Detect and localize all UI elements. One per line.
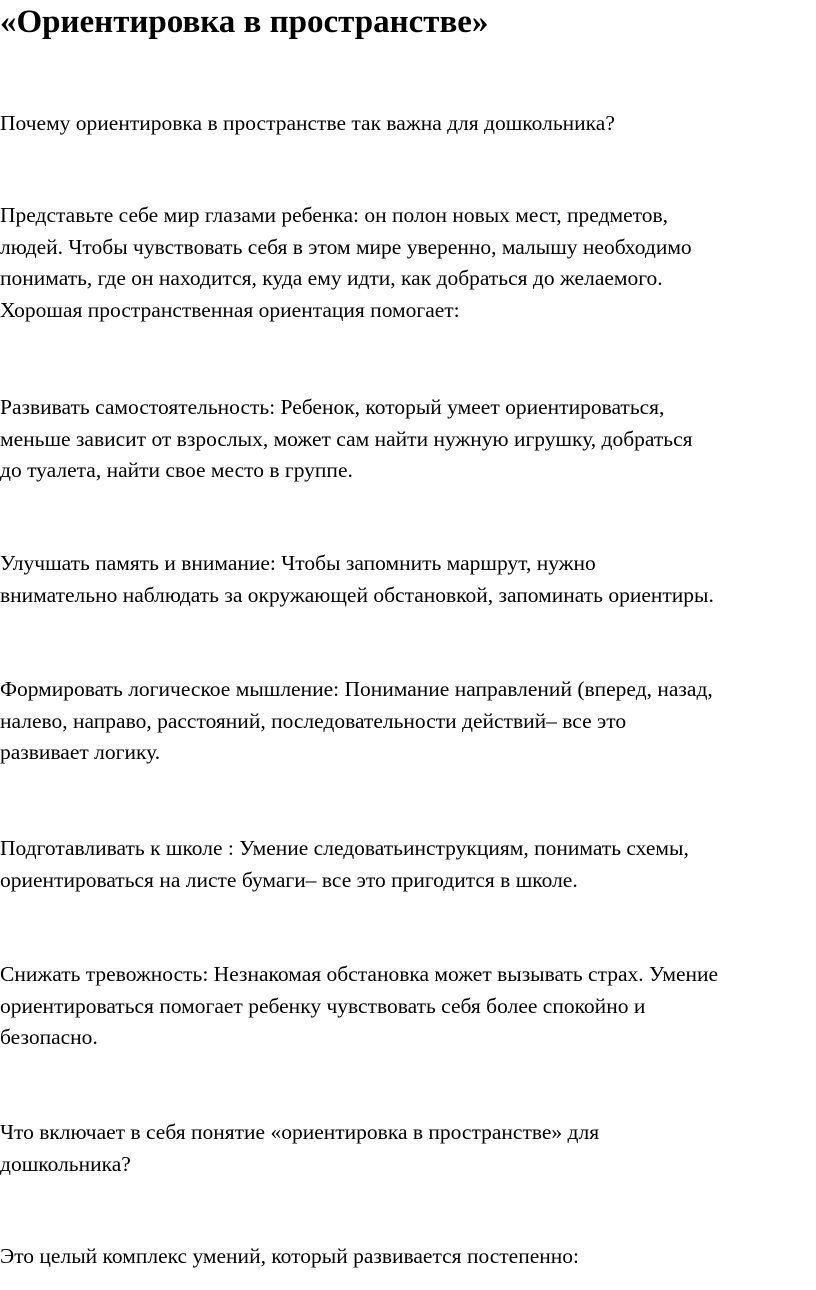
text-line: Снижать тревожность: Незнакомая обстановка может вызывать страх. Умение [0, 962, 719, 986]
text-line: Почему ориентировка в пространстве так важна для дошкольника? [0, 111, 615, 135]
paragraph-skills-intro [0, 1241, 579, 1273]
text-line: до туалета, найти свое место в группе. [0, 458, 353, 482]
paragraph-logic [0, 674, 713, 769]
paragraph-independence [0, 392, 693, 487]
text-line: людей. Чтобы чувствовать себя в этом мире уверенно, малышу необходимо [0, 234, 692, 259]
text-line: внимательно наблюдать за окружающей обстановкой, запоминать ориентиры. [0, 582, 714, 607]
text-line: меньше зависит от взрослых, может сам найти нужную игрушку, добраться [0, 426, 693, 451]
text-line: безопасно. [0, 1025, 98, 1049]
paragraph-school [0, 833, 689, 896]
paragraph-intro [0, 200, 692, 326]
text-line: развивает логику. [0, 740, 161, 764]
paragraph-question-why [0, 108, 615, 140]
paragraph-question-what [0, 1117, 599, 1180]
text-line: Хорошая пространственная ориентация помогает: [0, 297, 460, 322]
text-line: Улучшать память и внимание: Чтобы запомнить маршрут, нужно [0, 551, 596, 575]
text-line: Формировать логическое мышление: Понимание направлений (вперед, назад, [0, 677, 713, 701]
text-line: Что включает в себя понятие «ориентировка в пространстве» для [0, 1120, 600, 1144]
text-line: Развивать самостоятельность: Ребенок, который умеет ориентироваться, [0, 395, 665, 419]
text-line: ориентироваться на листе бумаги– все это пригодится в школе. [0, 867, 578, 892]
text-line: ориентироваться помогает ребенку чувствовать себя более спокойно и [0, 993, 646, 1018]
paragraph-memory-attention [0, 548, 714, 611]
text-line: Представьте себе мир глазами ребенка: он полон новых мест, предметов, [0, 203, 669, 227]
text-line: Это целый комплекс умений, который развивается постепенно: [0, 1244, 579, 1268]
text-line: Подготавливать к школе : Умение следоватьинструкциям, понимать схемы, [0, 836, 689, 860]
text-line: налево, направо, расстояний, последовательности действий– все это [0, 708, 627, 733]
text-line: понимать, где он находится, куда ему идти, как добраться до желаемого. [0, 266, 663, 290]
page-title: «Ориентировка в пространстве» [0, 4, 489, 40]
paragraph-anxiety [0, 959, 718, 1054]
text-line: дошкольника? [0, 1151, 131, 1176]
